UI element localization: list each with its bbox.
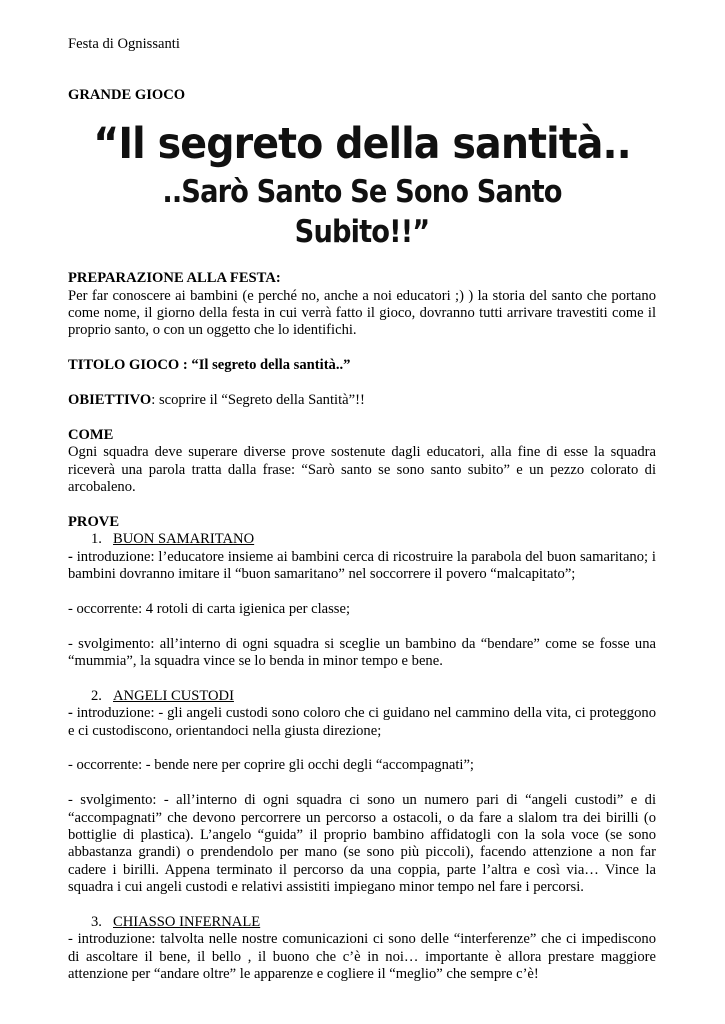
- test-3-heading: [68, 914, 656, 931]
- test-1-needed: - occorrente: 4 rotoli di carta igienica per classe;: [68, 600, 351, 617]
- test-1-intro: [68, 549, 656, 584]
- test-1-name: BUON SAMARITANO: [113, 531, 255, 548]
- test-2-needed: - occorrente: - bende nere per coprire gli occhi degli “accompagnati”;: [68, 757, 474, 774]
- festival-name: Festa di Ognissanti: [68, 36, 180, 52]
- how-text: Ogni squadra deve superare diverse prove sostenute dagli educatori, alla fine di esse la squadra riceverà una parola tratta dalla frase: “Sarò santo se sono santo subito” e un pezzo colorato di arcobaleno.: [68, 444, 656, 496]
- game-label: GRANDE GIOCO: [68, 86, 186, 103]
- objective-line: [68, 392, 656, 409]
- test-2-intro: [68, 705, 656, 740]
- test-3-intro: - introduzione: talvolta nelle nostre comunicazioni ci sono delle “interferenze” che ci impediscono di ascoltare il bene, il bello , il buono che c’è in noi… importante è allora prestare maggiore attenzione per “andare oltre” le apparenze e cogliere il “meglio” che sempre c’è!: [68, 931, 656, 983]
- test-3-number: 3.: [91, 914, 102, 931]
- objective-label: OBIETTIVO: [68, 392, 152, 409]
- main-title: “Il segreto della santità..: [93, 119, 631, 170]
- game-title-value: “Il segreto della santità..”: [191, 357, 351, 374]
- test-2-heading: [68, 688, 656, 705]
- test-3-name: CHIASSO INFERNALE: [113, 914, 261, 931]
- test-1-heading: [68, 531, 656, 548]
- main-subtitle: ..Sarò Santo Se Sono Santo Subito!!”: [162, 174, 562, 251]
- test-1-intro-text: introduzione: l’educatore insieme ai bambini cerca di ricostruire la parabola del buon samaritano; i bambini dovranno imitare il “buon samaritano” nel soccorrere il povero “malcapitato”;: [68, 548, 656, 583]
- preparation-heading: PREPARAZIONE ALLA FESTA:: [68, 270, 281, 287]
- preparation-text: Per far conoscere ai bambini (e perché no, anche a noi educatori ;) ) la storia del santo che portano come nome, il giorno della festa in cui verrà fatto il gioco, dovranno tutti arrivare travestiti come il proprio santo, o con un oggetto che lo identifichi.: [68, 287, 656, 339]
- test-1-number: 1.: [91, 531, 102, 548]
- game-title-line: [68, 357, 656, 374]
- test-2-development: - svolgimento: - all’interno di ogni squadra ci sono un numero pari di “angeli custodi” e di “accompagnati” che devono percorrere un percorso a ostacoli, o da fare a slalom tra dei birilli (o bottiglie di plastica). L’angelo “guida” il proprio bambino affidatogli con la sola voce (se sono abbastanza grandi) o prendendolo per mano (se sono più piccoli), facendo attenzione a non far cadere i birilli. Appena terminato il percorso da una coppia, parte l’altra e così via… Vince la squadra i cui angeli custodi e relativi assistiti impiegano minor tempo nel fare i percorsi.: [68, 792, 656, 896]
- objective-text: : scoprire il “Segreto della Santità”!!: [151, 392, 365, 409]
- document-page: [68, 36, 656, 984]
- test-2-intro-dash: -: [68, 705, 73, 722]
- how-heading: COME: [68, 426, 114, 443]
- test-1-development: - svolgimento: all’interno di ogni squadra si sceglie un bambino da “bendare” come se fosse una “mummia”, la squadra vince se lo benda in minor tempo e bene.: [68, 635, 656, 670]
- test-2-intro-text: introduzione: - gli angeli custodi sono coloro che ci guidano nel cammino della vita, ci proteggono e ci custodiscono, orientandoci nella giusta direzione;: [68, 705, 656, 739]
- game-title-label: TITOLO GIOCO :: [68, 357, 192, 374]
- test-2-number: 2.: [91, 687, 102, 704]
- test-2-name: ANGELI CUSTODI: [113, 687, 234, 704]
- tests-heading: PROVE: [68, 513, 120, 530]
- test-1-intro-dash: -: [68, 548, 73, 565]
